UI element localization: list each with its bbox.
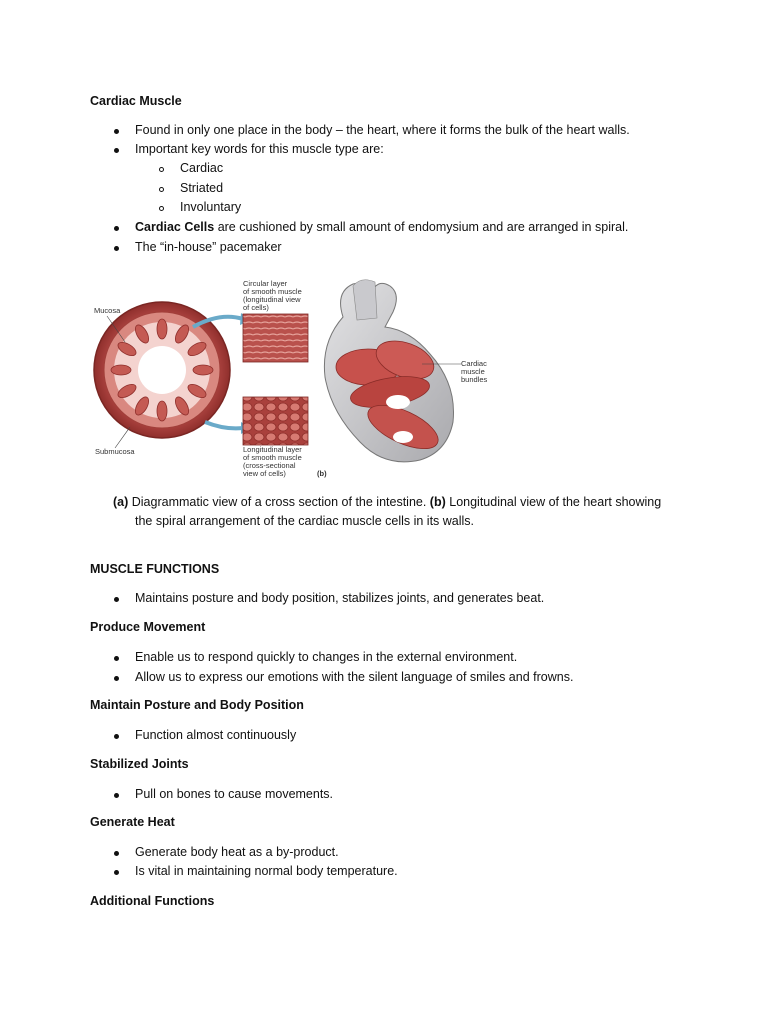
cardiac-bullet-4: The “in-house” pacemaker [135,240,282,254]
bullet-dot [114,597,119,602]
caption-b: (b) [429,495,446,509]
joints-heading: Stabilized Joints [90,757,189,771]
functions-bullet: Maintains posture and body position, stabilizes joints, and generates beat. [135,591,545,605]
figure-caption-line-1: (a) Diagrammatic view of a cross section of the intestine. (b) Longitudinal view of the heart showing [113,495,662,509]
bullet-dot [114,226,119,231]
bullet-dot [114,656,119,661]
cardiac-bullet-1: Found in only one place in the body – the heart, where it forms the bulk of the heart walls. [135,123,630,137]
longitudinal-layer-image [243,397,308,445]
cardiac-bullet-3-rest: are cushioned by small amount of endomysium and are arranged in spiral. [214,220,629,234]
arrow-to-longitudinal [205,422,243,428]
muscle-figure [85,272,505,484]
bullet-dot [114,793,119,798]
circular-layer-image [243,314,308,362]
cardiac-cells-bold: Cardiac Cells [135,220,215,234]
bullet-dot [114,734,119,739]
keyword-striated: Striated [180,181,224,195]
cardiac-heading: Cardiac Muscle [90,94,182,108]
heat-bullet-1: Generate body heat as a by-product. [135,845,339,859]
additional-functions-heading: Additional Functions [90,894,215,908]
intestine-cross-section [94,302,230,438]
muscle-functions-heading: MUSCLE FUNCTIONS [90,562,220,576]
keyword-involuntary: Involuntary [180,200,242,214]
posture-heading: Maintain Posture and Body Position [90,698,304,712]
label-b: (b) [317,469,327,478]
sub-bullet-ring [159,167,164,172]
bullet-dot [114,246,119,251]
sub-bullet-ring [159,187,164,192]
label-cardiac-bundles: Cardiac muscle bundles [461,359,488,384]
joints-bullet: Pull on bones to cause movements. [135,787,334,801]
bullet-dot [114,129,119,134]
movement-bullet-1: Enable us to respond quickly to changes in the external environment. [135,650,518,664]
posture-bullet: Function almost continuously [135,728,297,742]
heart-illustration [324,280,453,462]
produce-movement-heading: Produce Movement [90,620,206,634]
sub-bullet-ring [159,206,164,211]
label-longitudinal-layer: Longitudinal layer of smooth muscle (cross-sectional view of cells) [243,445,302,478]
heat-heading: Generate Heat [90,815,175,829]
keyword-cardiac: Cardiac [180,161,224,175]
bullet-dot [114,148,119,153]
label-submucosa: Submucosa [95,447,135,456]
bullet-dot [114,851,119,856]
figure-caption-line-2: the spiral arrangement of the cardiac muscle cells in its walls. [135,514,475,528]
bullet-dot [114,676,119,681]
label-circular-layer: Circular layer of smooth muscle (longitudinal view of cells) [243,279,302,312]
bullet-dot [114,870,119,875]
cardiac-bullet-3 [135,220,628,234]
caption-a: (a) [113,495,129,509]
label-mucosa: Mucosa [94,306,121,315]
heat-bullet-2: Is vital in maintaining normal body temperature. [135,864,398,878]
movement-bullet-2: Allow us to express our emotions with the silent language of smiles and frowns. [135,670,574,684]
cardiac-bullet-2: Important key words for this muscle type are: [135,142,384,156]
